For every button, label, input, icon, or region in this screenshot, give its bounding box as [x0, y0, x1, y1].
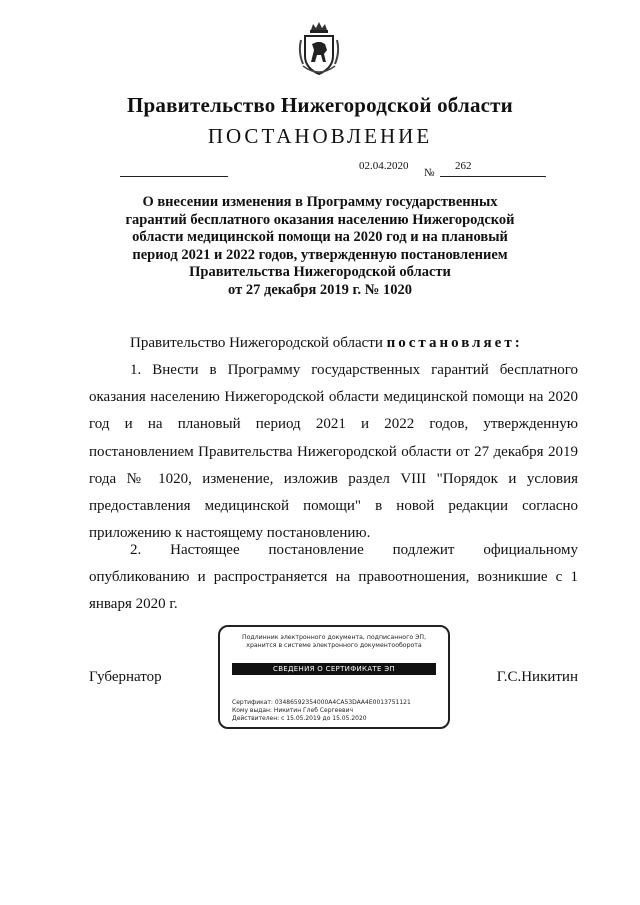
stamp-note-line: Подлинник электронного документа, подписанного ЭП,: [241, 634, 427, 641]
signatory-name: Г.С.Никитин: [496, 669, 578, 685]
signatory-position: Губернатор: [89, 669, 162, 685]
number-line: [440, 176, 546, 177]
paragraph-1: 1. Внести в Программу государственных гарантий бесплатного оказания населению Нижегородской области медицинской помощи на 2020 год и на плановый период 2021 и 2022 годов, утвержденную постановлением Правительства Нижегородской области от 27 декабря 2019 года № 1020, изменение, изложив раздел VIII "Порядок и условия предоставления медицинской помощи" в новой редакции согласно приложению к настоящему постановлению.: [89, 362, 578, 542]
title-line: гарантий бесплатного оказания населению Нижегородской: [125, 211, 515, 228]
title-line: О внесении изменения в Программу государственных: [142, 194, 498, 210]
intro-text: Правительство Нижегородской области: [130, 335, 387, 351]
paragraph-2: 2. Настоящее постановление подлежит официальному опубликованию и распространяется на правоотношения, возникшие с 1 января 2020 г.: [89, 542, 578, 613]
stamp-certificate-header: СВЕДЕНИЯ О СЕРТИФИКАТЕ ЭП: [232, 663, 436, 675]
document-type: ПОСТАНОВЛЕНИЕ: [207, 124, 433, 148]
intro-paragraph: [89, 330, 578, 357]
number-sign: №: [424, 167, 435, 179]
document-date: 02.04.2020: [359, 160, 409, 172]
stamp-note-line: хранится в системе электронного документооборота: [246, 642, 422, 649]
document-title: [110, 194, 530, 299]
stamp-certificate-info: [232, 699, 411, 723]
certificate-owner: Кому выдан: Никитин Глеб Сергеевич: [232, 707, 354, 714]
coat-of-arms-icon: [297, 20, 341, 76]
stamp-note: [220, 634, 448, 650]
signature-line-left: [120, 176, 228, 177]
e-signature-stamp: [218, 625, 450, 729]
decree-word: постановляет:: [386, 335, 523, 351]
title-line: Правительства Нижегородской области: [189, 264, 451, 280]
organization-name: Правительство Нижегородской области: [127, 93, 513, 117]
title-line: период 2021 и 2022 годов, утвержденную постановлением: [132, 246, 508, 263]
document-number: 262: [455, 160, 472, 172]
title-line: области медицинской помощи на 2020 год и на плановый: [132, 229, 508, 245]
certificate-number: Сертификат: 03486592354000A4CA53DAA4E0013751121: [232, 699, 411, 706]
title-line: от 27 декабря 2019 г. № 1020: [228, 281, 412, 298]
certificate-validity: Действителен: с 15.05.2019 до 15.05.2020: [232, 715, 367, 722]
